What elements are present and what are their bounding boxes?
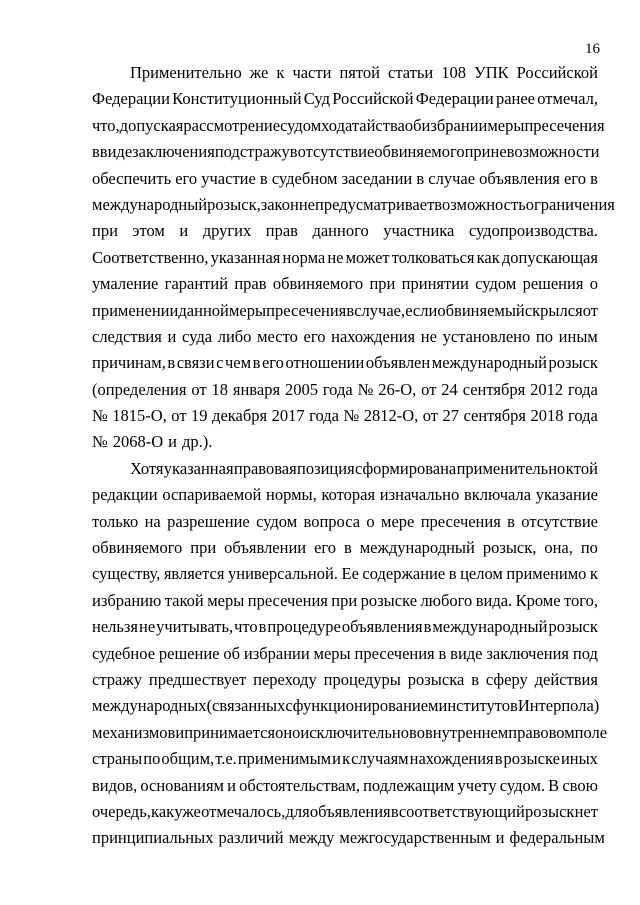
text-line: видов, основаниям и обстоятельствам, подлежащим учету судом. В свою — [92, 775, 598, 795]
text-line: принципиальных различий между межгосударственным и федеральным — [92, 828, 605, 848]
text-line: существу, является универсальной. Ее содержание в целом применимо к — [92, 564, 598, 584]
text-line: Федерации Конституционный Суд Российской Федерации ранее отмечал, — [92, 89, 598, 109]
text-line: стражу предшествует переходу процедуры розыска в сферу действия — [92, 669, 598, 689]
body-text — [92, 60, 615, 852]
text-line: в виде заключения под стражу в отсутствие обвиняемого при невозможности — [92, 142, 600, 162]
text-line: № 2068-О и др.). — [92, 432, 213, 452]
text-line: применении данной меры пресечения в случае, если обвиняемый скрылся от — [92, 300, 598, 320]
text-line: международных (связанных с функционированием институтов Интерпола) — [92, 696, 600, 716]
text-line: обеспечить его участие в судебном заседании в случае объявления его в — [92, 168, 598, 188]
text-line: редакции оспариваемой нормы, которая изначально включала указание — [92, 485, 598, 505]
text-line: избранию такой меры пресечения при розыске любого вида. Кроме того, — [92, 590, 598, 610]
paragraph — [92, 60, 615, 456]
text-line: страны по общим, т.е. применимым и к случаям нахождения в розыске иных — [92, 749, 598, 769]
text-line: при этом и других прав данного участника судопроизводства. — [92, 221, 598, 241]
text-line: судебное решение об избрании меры пресечения в виде заключения под — [92, 643, 598, 663]
text-line: только на разрешение судом вопроса о мере пресечения в отсутствие — [92, 511, 598, 531]
text-line: умаление гарантий прав обвиняемого при принятии судом решения о — [92, 274, 598, 294]
text-line: причинам, в связи с чем в его отношении объявлен международный розыск — [92, 353, 598, 373]
text-line: Соответственно, указанная норма не может толковаться как допускающая — [92, 247, 598, 267]
paragraph — [92, 456, 608, 852]
text-line: Применительно же к части пятой статьи 108 УПК Российской — [130, 63, 598, 82]
text-line: очередь, как уже отмечалось, для объявления в соответствующий розыск нет — [92, 801, 598, 821]
text-line: нельзя не учитывать, что в процедуре объявления в международный розыск — [92, 617, 598, 637]
page-number: 16 — [585, 41, 600, 57]
text-line: обвиняемого при объявлении его в международный розыск, она, по — [92, 538, 598, 558]
text-line: (определения от 18 января 2005 года № 26-О, от 24 сентября 2012 года — [92, 379, 598, 399]
text-line: № 1815-О, от 19 декабря 2017 года № 2812-О, от 27 сентября 2018 года — [92, 406, 598, 426]
text-line: механизмов и принимается оно исключительно во внутреннем правовом поле — [92, 722, 608, 742]
text-line: что, допуская рассмотрение судом ходатайства об избрании меры пресечения — [92, 115, 605, 135]
text-line: международный розыск, закон не предусматривает возможность ограничения — [92, 194, 615, 214]
text-line: следствия и суда либо место его нахождения не установлено по иным — [92, 326, 598, 346]
text-line: Хотя указанная правовая позиция сформирована применительно к той — [130, 458, 598, 478]
